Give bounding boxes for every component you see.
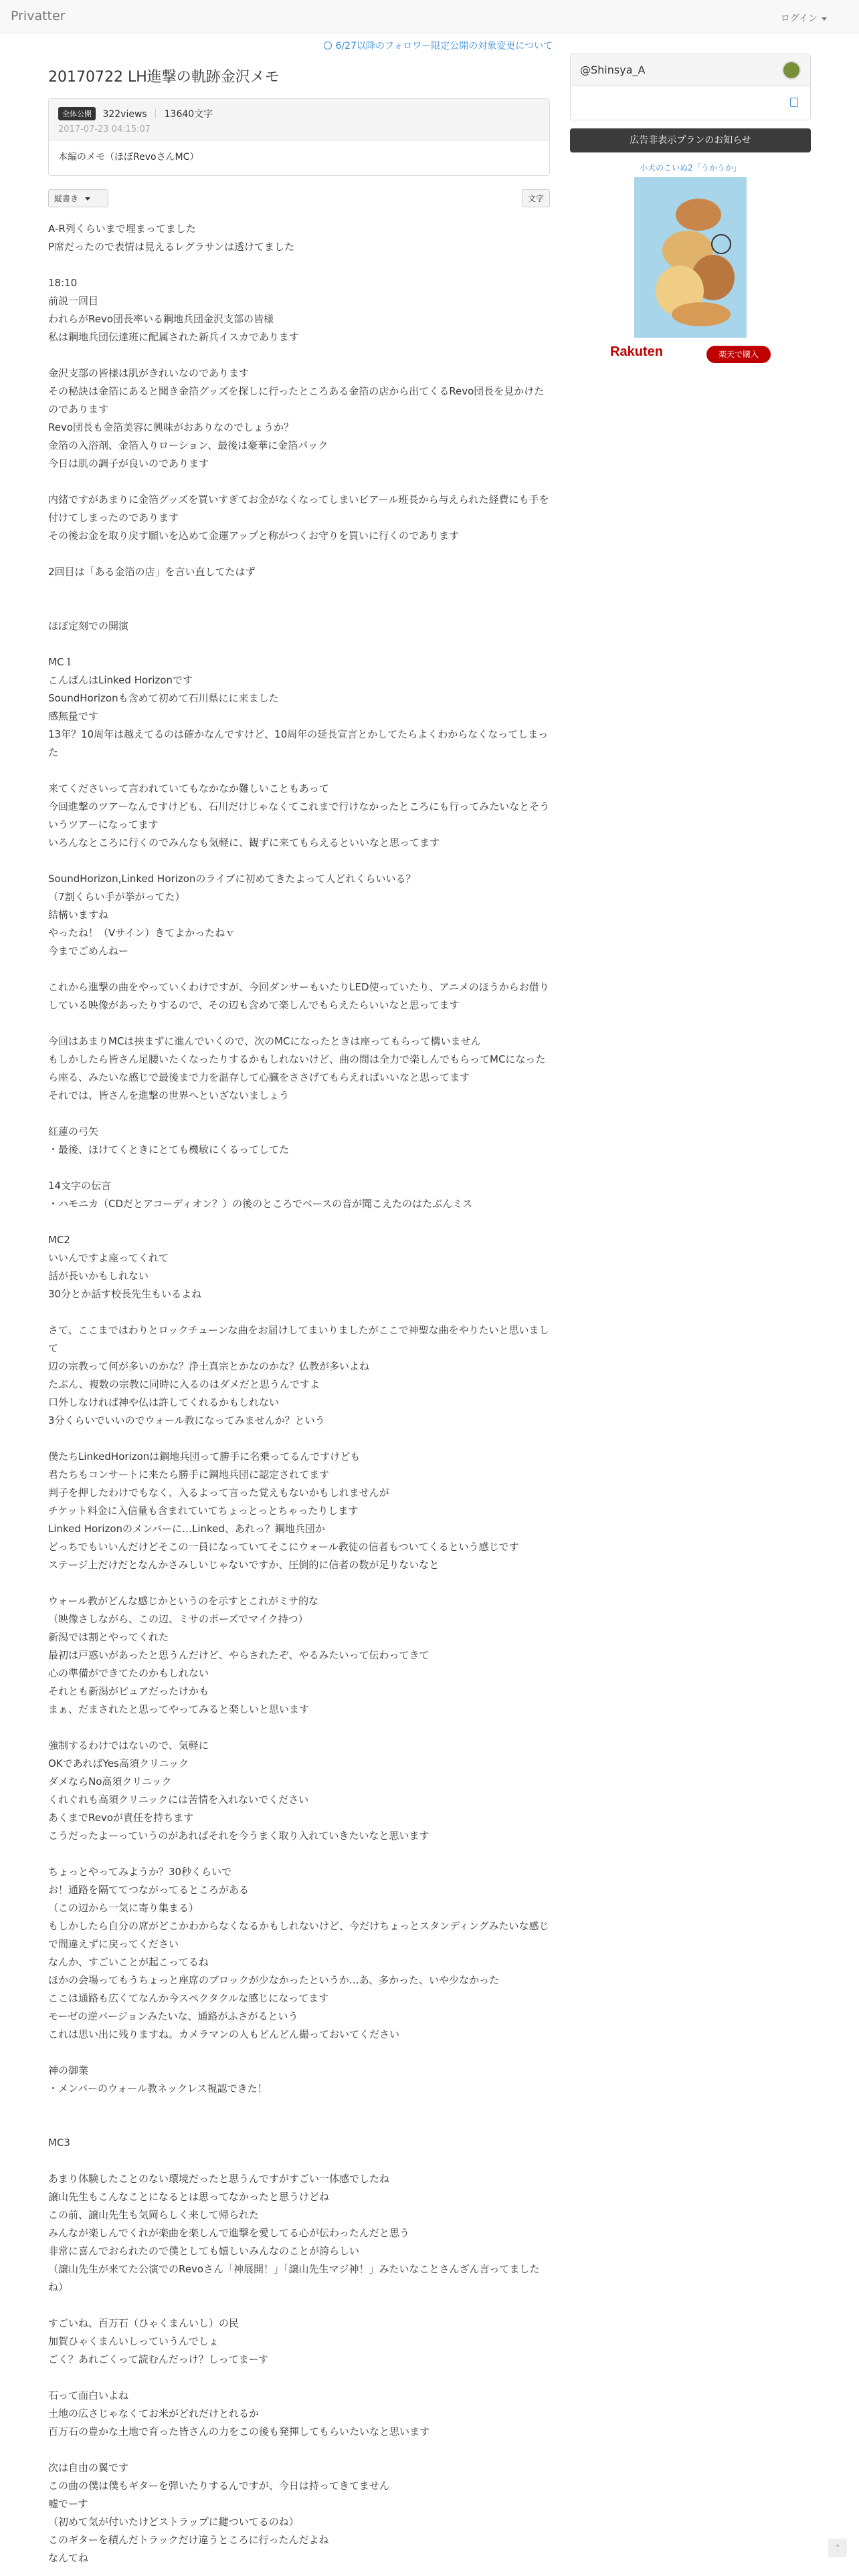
avatar[interactable] (782, 61, 801, 80)
notice-link[interactable] (324, 39, 553, 52)
brand-logo[interactable]: Privatter (11, 9, 66, 23)
notice-text: 6/27以降のフォロワー限定公開の対象変更について (335, 41, 553, 51)
vertical-writing-label: 縦書き (54, 194, 79, 203)
page-title: 20170722 LH進撃の軌跡金沢メモ (48, 69, 280, 86)
main-content (48, 66, 550, 2567)
login-label: ログイン (780, 13, 818, 24)
caret-down-icon (822, 17, 827, 21)
ad-title[interactable]: 小犬のこいぬ2「うかうか」 (640, 163, 741, 173)
caret-down-icon (85, 197, 90, 201)
buy-on-rakuten-button[interactable]: 楽天で購入 (706, 346, 771, 363)
post-summary: 本編のメモ（ほぼRevoさんMC） (58, 152, 199, 163)
char-count: 13640文字 (164, 109, 213, 120)
post-meta-header (49, 99, 549, 140)
post-date: 2017-07-23 04:15:07 (58, 124, 151, 134)
rss-icon[interactable] (790, 98, 798, 107)
user-card (570, 53, 811, 120)
dog-illustration-icon (634, 177, 747, 338)
divider (155, 109, 156, 118)
navbar (0, 0, 859, 33)
text-toolbar (48, 189, 550, 209)
ad-footer (610, 343, 771, 366)
visibility-badge: 全体公開 (58, 107, 96, 120)
user-card-body (571, 86, 810, 120)
user-card-header (571, 54, 810, 86)
view-count: 322views (102, 109, 147, 120)
info-icon (324, 41, 332, 49)
vertical-writing-button[interactable] (48, 189, 108, 207)
ad-banner[interactable] (570, 162, 811, 366)
post-meta-panel (48, 98, 550, 176)
login-dropdown[interactable] (781, 11, 827, 25)
sidebar (570, 53, 811, 366)
post-body: A-R列くらいまで埋まってました P席だったので表情は見えるレグラサンは透けてました 18:10 前説一回目 われらがRevo団長率いる鋼地兵団金沢支部の皆様 私は鋼地兵団伝達班に配属された新兵イスカであります 金沢支部の皆様は肌がきれいなのであります その秘訣は金箔にあると聞き金箔グッズを探しに行ったところある金箔の店から出てくるRevo団長を見かけたのであります Revo団長も金箔美容に興味がおありなのでしょうか？ 金箔の入浴剤、金箔入りローション、最後は豪華に金箔パック 今日は肌の調子が良いのであります 内緒ですがあまりに金箔グッズを買いすぎてお金がなくなってしまいビアール班長から与えられた経費にも手を付けてしまったのであります その後お金を取り戻す願いを込めて金運アップと称がつくお守りを買いに行くのであります 2回目は「ある金箔の店」を言い直してたはず ほぼ定刻での開演 MC１ こんばんはLinked Horizonです SoundHorizonも含めて初めて石川県にに来ました 感無量です 13年？10周年は越えてるのは確かなんですけど、10周年の延長宣言とかしてたらよくわからなくなってしまった 来てくださいって言われていてもなかなか難しいこともあって 今回進撃のツアーなんですけども、石川だけじゃなくてこれまで行けなかったところにも行ってみたいなとそういうツアーになってます いろんなところに行くのでみんなも気軽に、観ずに来てもらえるといいなと思ってます SoundHorizon,Linked Horizonのライブに初めてきたよって人どれくらいいる？ （7割くらい手が挙がってた） 結構いますね やったね！（Vサイン）きてよかったねｖ 今までごめんねー これから進撃の曲をやっていくわけですが、今回ダンサーもいたりLED使っていたり、アニメのほうからお借りしている映像があったりするので、その辺も含めて楽しんでもらえたらいいなと思ってます 今回はあまりMCは挟まずに進んでいくので、次のMCになったときは座ってもらって構いません もしかしたら皆さん足腰いたくなったりするかもしれないけど、曲の間は全力で楽しんでもらってMCになったら座る、みたいな感じで最後まで力を温存して心臓をささげてもらえればいいなと思ってます それでは、皆さんを進撃の世界へといざないましょう 紅蓮の弓矢 ・最後、ほけてくときにとても機敏にくるってしてた 14文字の伝言 ・ハモニカ（CDだとアコーディオン？）の後のところでベースの音が聞こえたのはたぶんミス MC2 いいんですよ座ってくれて 話が長いかもしれない 30分とか話す校長先生もいるよね さて、ここまではわりとロックチューンな曲をお届けしてまいりましたがここで神聖な曲をやりたいと思いまして 辺の宗教って何が多いのかな？浄土真宗とかなのかな？仏教が多いよね たぶん、複数の宗教に同時に入るのはダメだと思うんですよ 口外しなければ神や仏は許してくれるかもしれない 3分くらいでいいのでウォール教になってみませんか？という 僕たちLinkedHorizonは鋼地兵団って勝手に名乗ってるんですけども 君たちもコンサートに来たら勝手に鋼地兵団に認定されてます 判子を押したわけでもなく、入るよって言った覚えもないかもしれませんが チケット料金に入信量も含まれていてちょっとっとちゃったりします Linked Horizonのメンバーに…Linked、あれっ？鋼地兵団か どっちでもいいんだけどそこの一員になっていてそこにウォール教徒の信者もついてくるという感じです ステージ上だけだとなんかさみしいじゃないですか、圧倒的に信者の数が足りないなと ウォール教がどんな感じかというのを示すとこれがミサ的な （映像さしながら、この辺、ミサのポーズでマイク持つ） 新潟では割とやってくれた 最初は戸惑いがあったと思うんだけど、やらされたぞ、やるみたいって伝わってきて 心の準備ができてたのかもしれない それとも新潟がピュアだったけかも まぁ、だまされたと思ってやってみると楽しいと思います 強制するわけではないので、気軽に OKであればYes高須クリニック ダメならNo高須クリニック くれぐれも高須クリニックには苦情を入れないでください あくまでRevoが責任を持ちます こうだったよーっていうのがあればそれを今うまく取り入れていきたいなと思います ちょっとやってみようか？30秒くらいで お！通路を隔ててつながってるところがある （この辺から一気に寄り集まる） もしかしたら自分の席がどこかわからなくなるかもしれないけど、今だけちょっとスタンディングみたいな感じで間違えずに戻ってください なんか、すごいことが起こってるね ほかの会場ってもうちょっと座席のブロックが少なかったというか…あ、多かった、いや少なかった ここは通路も広くてなんか今スペクタクルな感じになってます モーゼの逆バージョンみたいな、通路がふさがるという これは思い出に残りますね。カメラマンの人もどんどん撮っておいてください 神の御業 ・メンバーのウォール教ネックレス視認できた！ MC3 あまり体験したことのない環境だったと思うんですがすごい一体感でしたね 譲山先生もこんなことになるとは思ってなかったと思うけどね この前、譲山先生も気岡らしく来して帰られた みんなが楽しんでくれが楽曲を楽しんで進撃を愛してる心が伝わったんだと思う 非常に喜んでおられたので僕としても嬉しいみんなのことが誇らしい （譲山先生が来てた公演でのRevoさん「神展開！」「譲山先生マジ神！」みたいなことさんざん言ってましたね） すごいね、百万石（ひゃくまんいし）の民 加賀ひゃくまんいしっていうんでしょ ごく？あれごくって読むんだっけ？しってまーす 石って面白いよね 土地の広さじゃなくてお米がどれだけとれるか 百万石の豊かな土地で育った皆さんの力をこの後も発揮してもらいたいなと思います 次は自由の翼です この曲の僕は僕もギターを弾いたりするんですが、今日は持ってきてません 嘘でーす （初めて気が付いたけどストラップに鍵ついてるのね） このギターを積んだトラックだけ違うところに行ったんだよね なんてね (48, 223, 550, 2564)
font-size-button[interactable]: 文字 (522, 189, 550, 207)
rakuten-logo: Rakuten (610, 344, 663, 359)
username-link[interactable]: @Shinsya_A (580, 64, 646, 76)
chevron-up-icon[interactable]: ⌃ (828, 2539, 847, 2557)
ad-product-image[interactable] (634, 177, 747, 338)
ad-free-plan-button[interactable]: 広告非表示プランのお知らせ (570, 128, 811, 152)
